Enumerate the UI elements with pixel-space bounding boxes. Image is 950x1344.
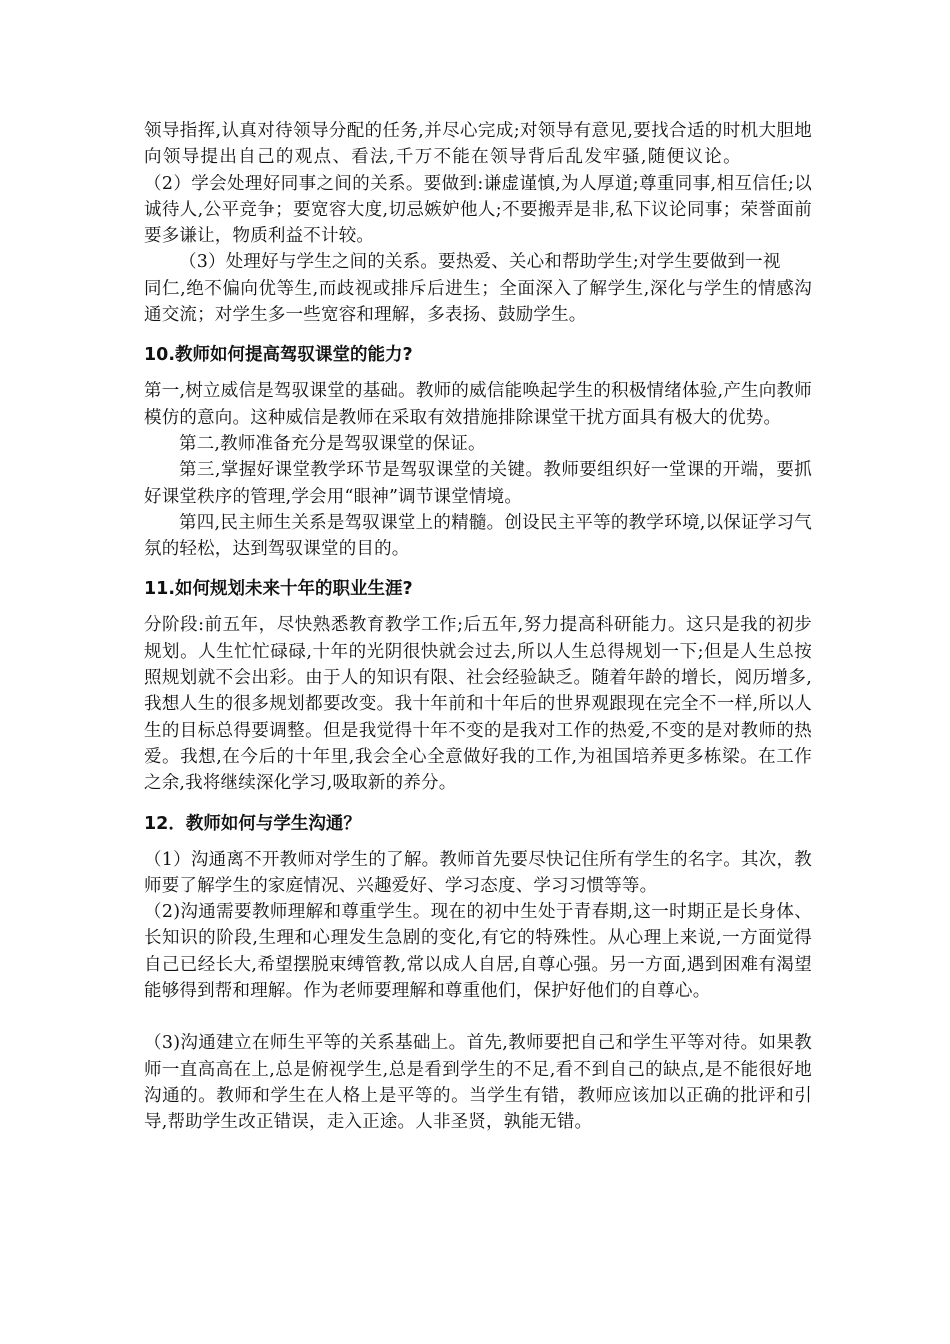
section-heading-10: 10.教师如何提高驾驭课堂的能力? [144, 345, 413, 366]
section-12-paragraph-1: （1）沟通离不开教师对学生的了解。教师首先要尽快记住所有学生的名字。其次，教师要了解学生的家庭情况、兴趣爱好、学习态度、学习习惯等等。 [144, 849, 812, 896]
section-12-paragraph-3: （3)沟通建立在师生平等的关系基础上。首先,教师要把自己和学生平等对待。如果教师一直高高在上,总是俯视学生,总是看到学生的不足,看不到自己的缺点,是不能很好地沟通的。教师和学生在人格上是平等的。当学生有错，教师应该加以正确的批评和引导,帮助学生改正错误，走入正途。人非圣贤，孰能无错。 [144, 1033, 812, 1133]
section-10-paragraph-1: 第一,树立威信是驾驭课堂的基础。教师的威信能唤起学生的积极情绪体验,产生向教师模仿的意向。这种威信是教师在采取有效措施排除课堂干扰方面具有极大的优势。 [144, 381, 812, 428]
section-heading-12: 12．教师如何与学生沟通？ [144, 813, 361, 834]
section-10-paragraph-4: 第四,民主师生关系是驾驭课堂上的精髓。创设民主平等的教学环境,以保证学习气氛的轻松，达到驾驭课堂的目的。 [144, 512, 812, 560]
section-11-paragraph-1: 分阶段:前五年，尽快熟悉教育教学工作;后五年,努力提高科研能力。这只是我的初步规划。人生忙忙碌碌,十年的光阴很快就会过去,所以人生总得规划一下;但是人生总按照规划就不会出彩。由于人的知识有限、社会经验缺乏。随着年龄的增长，阅历增多,我想人生的很多规划都要改变。我十年前和十年后的世界观跟现在完全不一样,所以人生的目标总得要调整。但是我觉得十年不变的是我对工作的热爱,不变的是对教师的热爱。我想,在今后的十年里,我会全心全意做好我的工作,为祖国培养更多栋梁。在工作之余,我将继续深化学习,吸取新的养分。 [144, 615, 812, 794]
section-heading-11: 11.如何规划未来十年的职业生涯? [144, 579, 413, 600]
document-page [144, 118, 812, 1136]
section-10-paragraph-2: 第二,教师准备充分是驾驭课堂的保证。 [179, 433, 486, 454]
continuation-paragraph-1: 领导指挥,认真对待领导分配的任务,并尽心完成;对领导有意见,要找合适的时机大胆地向领导提出自己的观点、看法,千万不能在领导背后乱发牢骚,随便议论。（2）学会处理好同事之间的关系。要做到:谦虚谨慎,为人厚道;尊重同事,相互信任;以诚待人,公平竞争；要宽容大度,切忌嫉妒他人;不要搬弄是非,私下议论同事；荣誉面前要多谦让，物质利益不计较。 [144, 121, 812, 247]
continuation-paragraph-2b: 同仁,绝不偏向优等生,而歧视或排斥后进生；全面深入了解学生,深化与学生的情感沟通交流；对学生多一些宽容和理解，多表扬、鼓励学生。 [144, 278, 812, 326]
continuation-paragraph-2a: （3）处理好与学生之间的关系。要热爱、关心和帮助学生;对学生要做到一视 [179, 252, 781, 273]
section-12-paragraph-2: （2)沟通需要教师理解和尊重学生。现在的初中生处于青春期,这一时期正是长身体、长知识的阶段,生理和心理发生急剧的变化,有它的特殊性。从心理上来说,一方面觉得自己已经长大,希望摆脱束缚管教,常以成人自居,自尊心强。另一方面,遇到困难有渴望能够得到帮和理解。作为老师要理解和尊重他们，保护好他们的自尊心。 [144, 902, 812, 1002]
section-10-paragraph-3: 第三,掌握好课堂教学环节是驾驭课堂的关键。教师要组织好一堂课的开端，要抓好课堂秩序的管理,学会用“眼神”调节课堂情境。 [144, 460, 812, 507]
